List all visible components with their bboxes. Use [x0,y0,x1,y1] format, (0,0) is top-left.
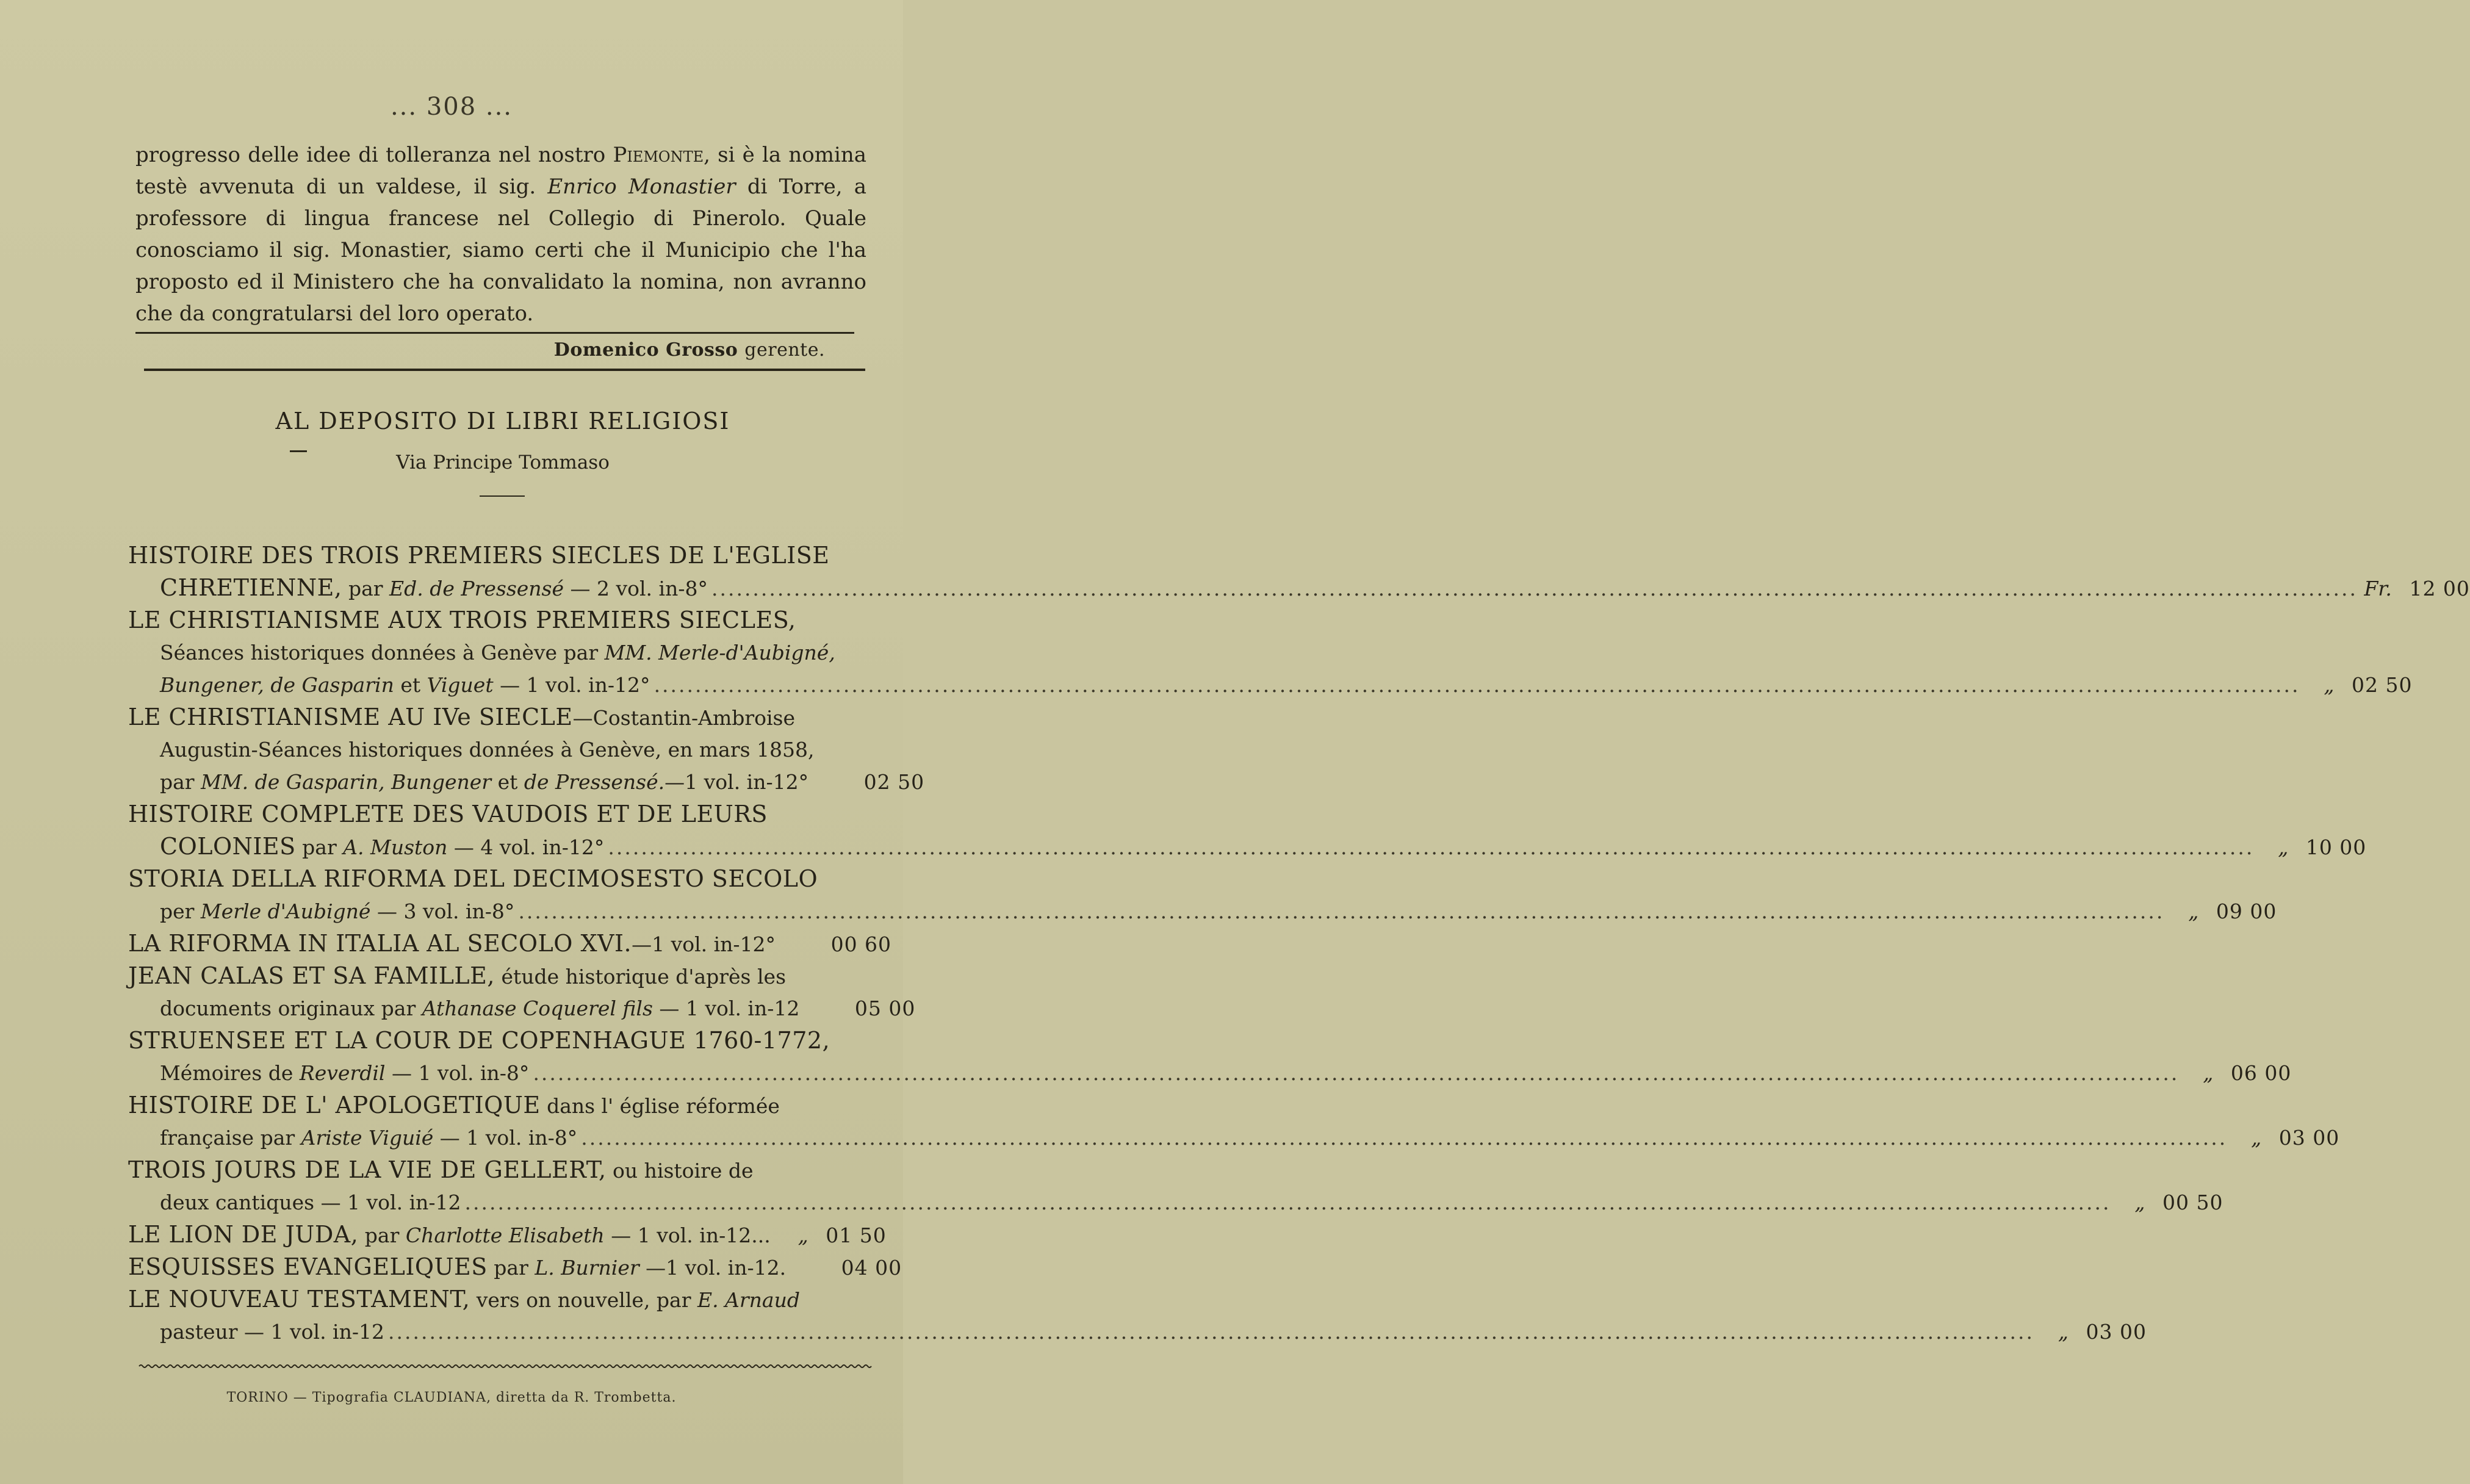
signature-rule [144,369,865,371]
author-name: Bungener, de Gasparin [160,673,394,697]
wavy-rule [139,1363,869,1369]
entry-text [128,539,830,572]
entry-detail: — 1 vol. in-12 [652,996,800,1020]
top-rule [135,332,854,334]
catalog-entry [128,1283,2147,1348]
entry-detail: vers on nouvelle, par [470,1288,697,1312]
entry-continuation-line [128,830,2367,863]
currency-mark: „ [2251,1126,2262,1150]
book-title: JEAN CALAS ET SA FAMILLE, [128,962,495,989]
price: 00 50 [2162,1190,2223,1214]
dot-leader: ........................................................................................................................................................................................................ [581,1126,2228,1150]
entry-text [160,895,514,928]
price: 03 00 [2278,1126,2340,1150]
book-catalog [128,539,2470,1348]
entry-text [128,960,786,993]
entry-detail: et [394,673,427,697]
intro-text: progresso delle idee di tolleranza nel nostro [135,143,613,167]
entry-detail: Séances historiques données à Genève par [160,641,605,665]
entry-detail: et [491,770,524,794]
author-name: MM. Merle-d'Aubigné, [604,641,835,665]
book-title: LE CHRISTIANISME AUX TROIS PREMIERS SIECLES, [128,607,796,633]
currency-mark: „ [2134,1190,2145,1214]
price: 00 60 [830,932,892,956]
entry-detail: — 4 vol. in-12° [447,835,605,859]
currency-mark: „ [2324,673,2335,697]
entry-detail: —1 vol. in-12° [632,932,776,956]
entry-first-line [128,1154,866,1186]
entry-detail: par [487,1256,535,1280]
page-number: ... 308 ... [390,93,513,121]
entry-detail: Augustin-Séances historiques données à Genève, en mars 1858, [160,738,815,762]
dot-leader: ........................................................................................................................................................................................................ [464,1190,2111,1214]
book-title: HISTOIRE DE L' APOLOGETIQUE [128,1092,541,1118]
currency-mark: „ [798,1223,808,1247]
entry-continuation-line [128,1122,2340,1154]
entry-first-line [128,928,892,960]
entry-detail: —1 vol. in-12. [639,1256,787,1280]
catalog-entry [128,863,2277,928]
dot-leader: ........................................................................................................................................................................................................ [518,899,2165,923]
intro-place-name: Piemonte [613,143,704,167]
entry-text [160,1122,577,1154]
book-title: LE LION DE JUDA, [128,1221,359,1248]
price: 12 00 [2409,577,2470,600]
entry-detail: — 2 vol. in-8° [564,577,708,600]
entry-detail: ou histoire de [606,1159,754,1183]
catalog-entry [128,1025,2292,1089]
catalog-entry [128,798,2367,863]
catalog-entry [128,1219,887,1251]
entry-text [128,1089,780,1122]
entry-continuation-line [128,895,2277,928]
entry-first-line [128,863,866,895]
intro-person-name: Enrico Monastier [547,175,736,199]
entry-text [160,636,835,669]
dot-leader: ........................................................................................................................................................................................................ [533,1061,2180,1085]
catalog-entry [128,539,2470,604]
entry-text [160,992,799,1025]
entry-text [128,863,818,896]
currency-mark: „ [2203,1061,2214,1085]
entry-detail: per [160,899,201,923]
entry-text [128,928,776,960]
author-name: Ariste Viguié [301,1126,434,1150]
book-title: STRUENSEE ET LA COUR DE COPENHAGUE 1760-1772, [128,1027,830,1054]
author-name: L. Burnier [535,1256,639,1280]
dot-leader: ........................................................................................................................................................................................................ [608,835,2255,859]
price: 09 00 [2216,899,2277,923]
book-title: STORIA DELLA RIFORMA DEL DECIMOSESTO SECOLO [128,865,818,892]
signature [135,339,825,361]
catalog-entry [128,928,892,960]
entry-first-line [128,1283,866,1316]
entry-text [160,1316,384,1348]
currency-mark: „ [2058,1320,2069,1344]
intro-paragraph [135,139,866,330]
author-name: de Pressensé. [524,770,665,794]
price: 02 50 [2352,673,2413,697]
entry-detail: — 1 vol. in-12... [604,1223,771,1247]
entry-first-line [128,798,866,830]
entry-detail: pasteur — 1 vol. in-12 [160,1320,385,1344]
entry-detail: — 1 vol. in-12° [493,673,650,697]
author-name: MM. de Gasparin, Bungener [201,770,492,794]
entry-text [128,1154,754,1187]
book-title: HISTOIRE DES TROIS PREMIERS SIECLES DE L'EGLISE [128,542,830,569]
entry-detail: par [342,577,390,600]
catalog-entry [128,1251,902,1283]
book-title: COLONIES [160,833,296,860]
intro-text: , si è la nomina testè avvenuta di un valdese, il sig. [135,143,866,199]
price: 01 50 [826,1223,887,1247]
entry-first-line [128,604,866,636]
entry-text [128,1219,771,1252]
book-title: TROIS JOURS DE LA VIE DE GELLERT, [128,1156,607,1183]
book-title: ESQUISSES EVANGELIQUES [128,1253,488,1280]
entry-first-line [128,1089,866,1122]
advert-title: AL DEPOSITO DI LIBRI RELIGIOSI [275,408,730,434]
author-name: Viguet [427,673,494,697]
entry-text [128,1025,830,1057]
catalog-entry [128,1089,2340,1154]
entry-text [160,733,815,766]
price: 04 00 [841,1256,902,1280]
price: 03 00 [2086,1320,2147,1344]
author-name: Merle d'Aubigné [200,899,371,923]
signature-name: Domenico Grosso [553,339,738,361]
catalog-entry [128,701,925,798]
entry-first-line [128,539,866,572]
intro-text: di Torre, a professore di lingua francese nel Collegio di Pinerolo. Quale conosciamo il sig. Monastier, siamo certi che il Municipio che l'ha proposto ed il Ministero che ha convalidato la nomina, non avranno che da congratularsi del loro operato. [135,175,866,326]
currency-mark: „ [2188,899,2199,923]
entry-text [128,1283,800,1316]
currency-mark: „ [2278,835,2289,859]
dot-leader: ........................................................................................................................................................................................................ [711,577,2358,600]
currency-mark: Fr. [2364,577,2392,600]
entry-continuation-line [128,766,925,798]
entry-detail: deux cantiques — 1 vol. in-12 [160,1190,461,1214]
entry-continuation-line [128,1316,2147,1348]
entry-detail: documents originaux par [160,996,422,1020]
entry-text [160,669,650,701]
author-name: E. Arnaud [697,1288,800,1312]
entry-text [128,798,768,831]
author-name: Athanase Coquerel fils [422,996,653,1020]
entry-text [160,766,808,798]
entry-text [128,1251,786,1284]
entry-continuation-line [128,1057,2292,1089]
entry-text [128,701,795,734]
entry-first-line [128,1025,866,1057]
entry-detail: — 1 vol. in-8° [385,1061,530,1085]
entry-detail: étude historique d'après les [494,965,787,989]
entry-detail: dans l' église réformée [540,1094,780,1118]
author-name: Ed. de Pressensé [389,577,564,600]
entry-detail: par [295,835,344,859]
entry-continuation-line [128,636,866,669]
entry-text [160,1186,461,1219]
book-title: CHRETIENNE, [160,574,342,601]
entry-first-line [128,1219,887,1251]
entry-text [160,572,708,605]
entry-text [160,1057,529,1089]
catalog-entry [128,604,2413,701]
catalog-entry [128,960,916,1025]
entry-detail: —Costantin-Ambroise [572,706,796,730]
author-name: Reverdil [299,1061,386,1085]
dot-leader: ........................................................................................................................................................................................................ [654,673,2300,697]
advert-address: Via Principe Tommaso [396,452,610,474]
price: 05 00 [854,996,916,1020]
book-title: LE CHRISTIANISME AU IVe SIECLE [128,704,573,730]
entry-continuation-line [128,992,916,1025]
entry-detail: Mémoires de [160,1061,300,1085]
price: 06 00 [2230,1061,2292,1085]
entry-detail: —1 vol. in-12° [664,770,809,794]
entry-detail: française par [160,1126,301,1150]
author-name: Charlotte Elisabeth [405,1223,605,1247]
author-name: A. Muston [343,835,448,859]
address-rule [480,495,525,497]
entry-text [128,604,796,637]
imprint: TORINO — Tipografia CLAUDIANA, diretta da R. Trombetta. [226,1390,677,1405]
entry-first-line [128,960,866,992]
entry-detail: — 3 vol. in-8° [370,899,515,923]
book-title: LA RIFORMA IN ITALIA AL SECOLO XVI. [128,930,632,957]
entry-first-line [128,1251,902,1283]
entry-text [160,830,604,863]
catalog-entry [128,1154,2223,1219]
price: 02 50 [863,770,925,794]
entry-continuation-line [128,733,866,766]
book-title: HISTOIRE COMPLETE DES VAUDOIS ET DE LEURS [128,801,768,827]
entry-detail: par [160,770,201,794]
entry-detail: — 1 vol. in-8° [433,1126,578,1150]
price: 10 00 [2305,835,2367,859]
signature-role: gerente. [744,339,825,361]
entry-first-line [128,701,866,733]
book-title: LE NOUVEAU TESTAMENT, [128,1286,470,1313]
entry-detail: par [358,1223,406,1247]
dot-leader: ........................................................................................................................................................................................................ [388,1320,2034,1344]
entry-continuation-line [128,1186,2223,1219]
entry-continuation-line [128,572,2470,604]
entry-continuation-line [128,669,2413,701]
